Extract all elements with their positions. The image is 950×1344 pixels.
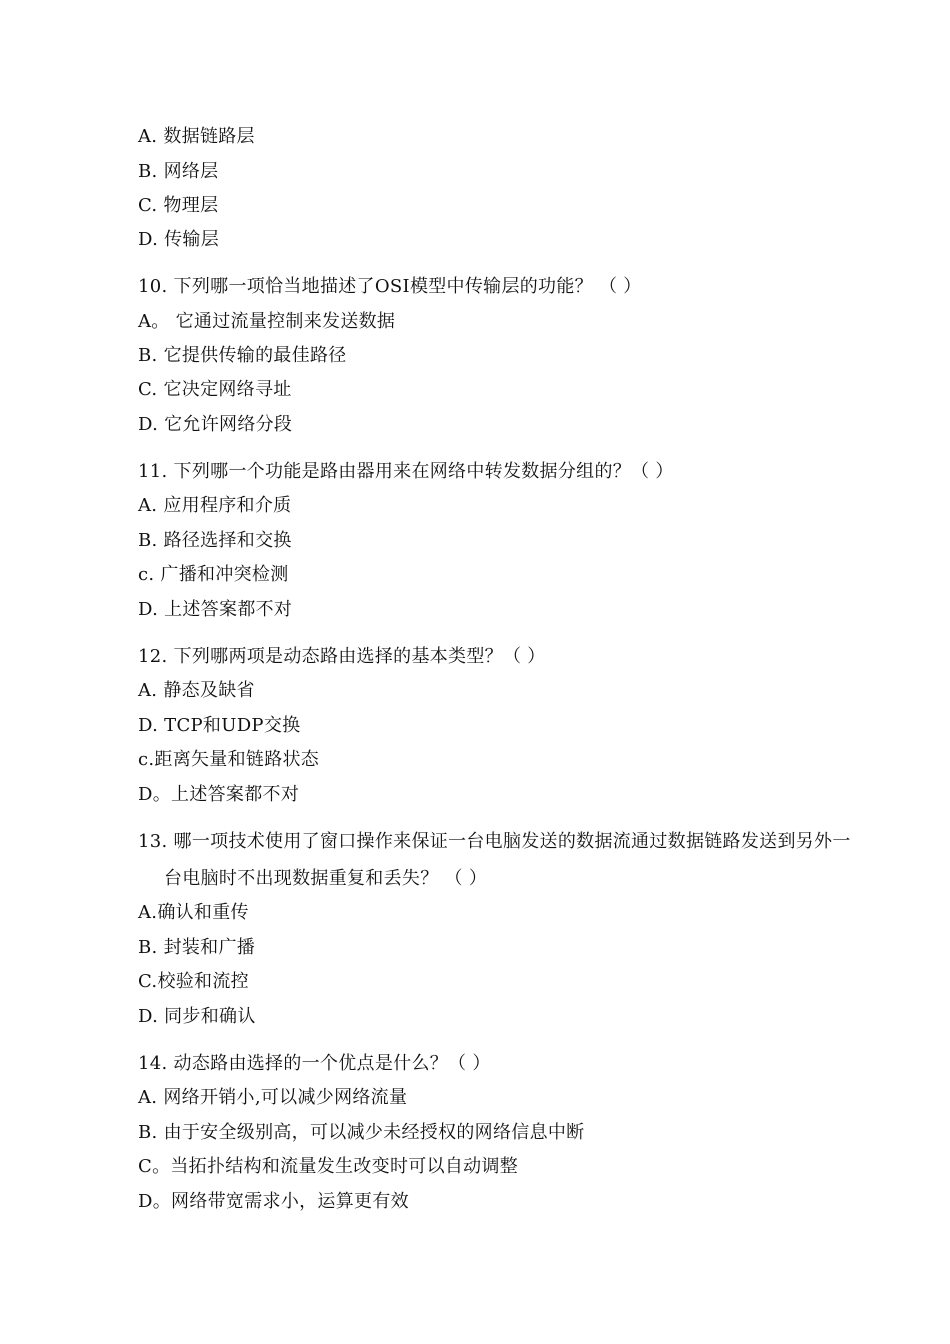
q12-option-d: D。上述答案都不对: [138, 784, 300, 805]
q14-option-a: A. 网络开销小,可以减少网络流量: [138, 1087, 408, 1108]
q11-option-a: A. 应用程序和介质: [138, 495, 292, 516]
q11-stem: 11. 下列哪一个功能是路由器用来在网络中转发数据分组的？（ ）: [138, 461, 674, 482]
q11-option-d: D. 上述答案都不对: [138, 599, 293, 620]
q9-option-d: D. 传输层: [138, 229, 220, 250]
q12-option-a: A. 静态及缺省: [138, 680, 255, 701]
q13-option-c: C.校验和流控: [138, 971, 249, 992]
q12-option-c: c.距离矢量和链路状态: [138, 749, 320, 770]
q13-option-a: A.确认和重传: [138, 902, 249, 923]
q13-option-d: D. 同步和确认: [138, 1006, 256, 1027]
q14-stem: 14. 动态路由选择的一个优点是什么？（ ）: [138, 1053, 491, 1074]
q13-stem-line2: 台电脑时不出现数据重复和丢失？ （ ）: [164, 868, 488, 889]
q10-option-c: C. 它决定网络寻址: [138, 379, 292, 400]
q10-option-b: B. 它提供传输的最佳路径: [138, 345, 347, 366]
q9-option-b: B. 网络层: [138, 161, 219, 182]
q12-option-d-tcp: D. TCP和UDP交换: [138, 715, 301, 736]
q13-option-b: B. 封装和广播: [138, 937, 256, 958]
q9-option-a: A. 数据链路层: [138, 126, 255, 147]
q9-option-c: C. 物理层: [138, 195, 219, 216]
q14-option-b: B. 由于安全级别高，可以减少未经授权的网络信息中断: [138, 1122, 585, 1143]
q10-stem: 10. 下列哪一项恰当地描述了OSI模型中传输层的功能？ （ ）: [138, 276, 642, 297]
q14-option-d: D。网络带宽需求小，运算更有效: [138, 1191, 409, 1212]
q12-stem: 12. 下列哪两项是动态路由选择的基本类型？（ ）: [138, 646, 546, 667]
q11-option-c: c. 广播和冲突检测: [138, 564, 289, 585]
q10-option-a: A。 它通过流量控制来发送数据: [138, 311, 396, 332]
q14-option-c: C。当拓扑结构和流量发生改变时可以自动调整: [138, 1156, 519, 1177]
q10-option-d: D. 它允许网络分段: [138, 414, 293, 435]
q13-stem-line1: 13. 哪一项技术使用了窗口操作来保证一台电脑发送的数据流通过数据链路发送到另外一: [138, 831, 851, 852]
q11-option-b: B. 路径选择和交换: [138, 530, 292, 551]
